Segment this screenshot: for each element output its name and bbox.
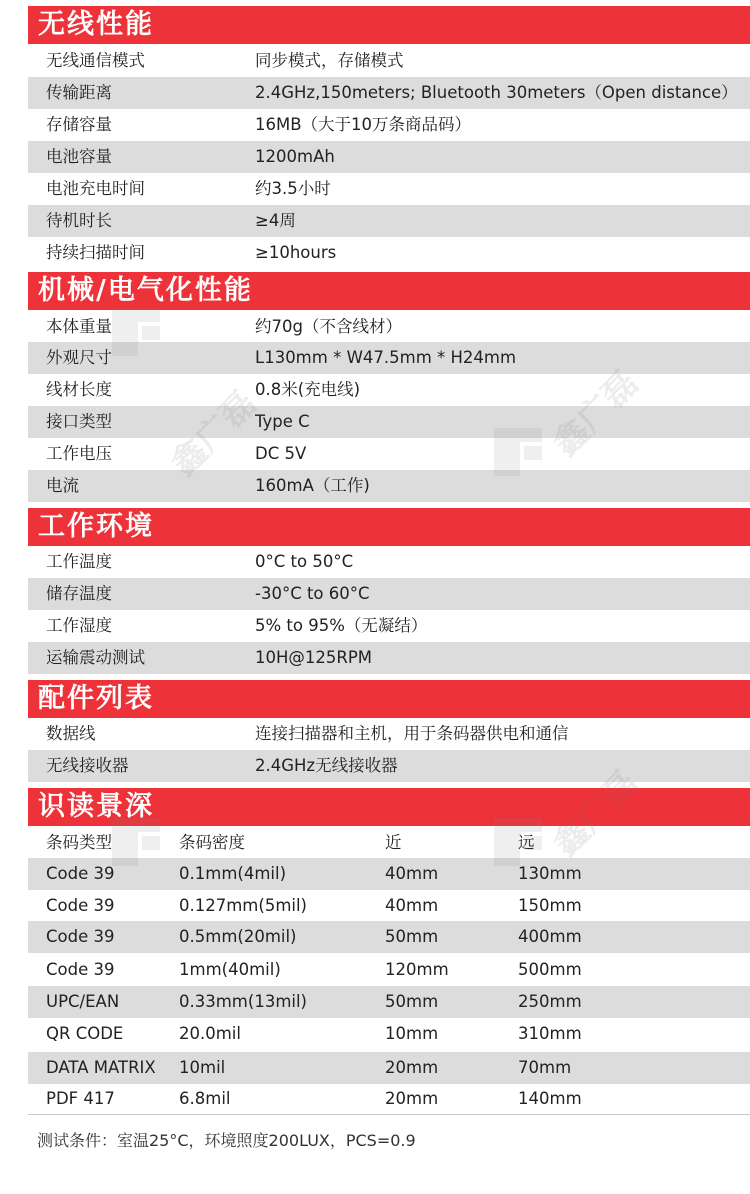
spec-row (28, 546, 750, 578)
table-row (28, 1018, 750, 1050)
cell-far: 140mm (518, 1089, 582, 1108)
cell-type: Code 39 (46, 960, 115, 979)
spec-value: -30°C to 60°C (255, 584, 370, 603)
spec-row (28, 45, 750, 77)
spec-value: 2.4GHz无线接收器 (255, 756, 398, 775)
cell-type: Code 39 (46, 864, 115, 883)
spec-value: 约3.5小时 (255, 179, 331, 198)
cell-far: 150mm (518, 896, 582, 915)
spec-label: 传输距离 (46, 83, 112, 102)
cell-density: 10mil (179, 1058, 226, 1077)
cell-near: 20mm (385, 1058, 439, 1077)
col-header-density: 条码密度 (179, 833, 245, 852)
spec-row (28, 438, 750, 470)
table-row (28, 1083, 750, 1115)
spec-value: 连接扫描器和主机，用于条码器供电和通信 (255, 724, 569, 743)
spec-label: 工作电压 (46, 444, 112, 463)
cell-near: 40mm (385, 864, 439, 883)
spec-label: 工作温度 (46, 552, 112, 571)
spec-row (28, 237, 750, 269)
spec-label: 运输震动测试 (46, 648, 145, 667)
spec-value: 2.4GHz,150meters; Bluetooth 30meters（Open distance） (255, 83, 738, 102)
section-title-environment: 工作环境 (28, 508, 750, 546)
spec-label: 持续扫描时间 (46, 243, 145, 262)
spec-row (28, 470, 750, 502)
spec-label: 无线接收器 (46, 756, 129, 775)
spec-label: 线材长度 (46, 380, 112, 399)
cell-density: 0.1mm(4mil) (179, 864, 287, 883)
col-header-far: 远 (518, 833, 535, 852)
cell-near: 120mm (385, 960, 449, 979)
table-row (28, 954, 750, 986)
cell-type: QR CODE (46, 1024, 124, 1043)
spec-value: L130mm * W47.5mm * H24mm (255, 348, 517, 367)
spec-row (28, 311, 750, 343)
cell-far: 500mm (518, 960, 582, 979)
cell-far: 250mm (518, 992, 582, 1011)
spec-row (28, 77, 750, 109)
section-title-accessories: 配件列表 (28, 680, 750, 718)
spec-row (28, 578, 750, 610)
table-row (28, 921, 750, 953)
test-conditions-note: 测试条件：室温25°C，环境照度200LUX，PCS=0.9 (37, 1131, 416, 1150)
spec-value: 5% to 95%（无凝结） (255, 616, 428, 635)
cell-density: 0.33mm(13mil) (179, 992, 307, 1011)
spec-value: 0.8米(充电线) (255, 380, 361, 399)
spec-label: 电池充电时间 (46, 179, 145, 198)
spec-row (28, 610, 750, 642)
spec-label: 接口类型 (46, 412, 112, 431)
cell-near: 10mm (385, 1024, 439, 1043)
spec-row (28, 642, 750, 674)
cell-near: 50mm (385, 927, 439, 946)
cell-density: 0.127mm(5mil) (179, 896, 307, 915)
spec-value: 10H@125RPM (255, 648, 373, 667)
cell-far: 70mm (518, 1058, 572, 1077)
spec-row (28, 374, 750, 406)
spec-value: 0°C to 50°C (255, 552, 354, 571)
spec-row (28, 205, 750, 237)
cell-type: DATA MATRIX (46, 1058, 156, 1077)
spec-value: Type C (255, 412, 310, 431)
section-title-wireless: 无线性能 (28, 6, 750, 44)
spec-row (28, 109, 750, 141)
spec-value: 同步模式，存储模式 (255, 51, 404, 70)
cell-type: PDF 417 (46, 1089, 115, 1108)
spec-value: 16MB（大于10万条商品码） (255, 115, 472, 134)
spec-value: DC 5V (255, 444, 307, 463)
spec-row (28, 342, 750, 374)
section-title-mechanical: 机械/电气化性能 (28, 272, 750, 310)
spec-label: 外观尺寸 (46, 348, 112, 367)
spec-label: 储存温度 (46, 584, 112, 603)
cell-far: 310mm (518, 1024, 582, 1043)
cell-density: 6.8mil (179, 1089, 231, 1108)
table-row (28, 858, 750, 890)
cell-type: Code 39 (46, 896, 115, 915)
cell-near: 50mm (385, 992, 439, 1011)
spec-label: 电流 (46, 476, 79, 495)
spec-row (28, 750, 750, 782)
spec-label: 存储容量 (46, 115, 112, 134)
spec-value: 约70g（不含线材） (255, 317, 402, 336)
spec-value: 1200mAh (255, 147, 335, 166)
cell-density: 1mm(40mil) (179, 960, 281, 979)
spec-value: 160mA（工作) (255, 476, 370, 495)
spec-row (28, 718, 750, 750)
spec-row (28, 141, 750, 173)
cell-near: 20mm (385, 1089, 439, 1108)
table-row (28, 1052, 750, 1084)
spec-row (28, 173, 750, 205)
table-row (28, 986, 750, 1018)
cell-density: 0.5mm(20mil) (179, 927, 297, 946)
col-header-type: 条码类型 (46, 833, 112, 852)
cell-near: 40mm (385, 896, 439, 915)
cell-far: 130mm (518, 864, 582, 883)
section-title-depth: 识读景深 (28, 788, 750, 826)
cell-density: 20.0mil (179, 1024, 241, 1043)
spec-value: ≥10hours (255, 243, 337, 262)
table-bottom-divider (28, 1114, 750, 1115)
spec-label: 数据线 (46, 724, 96, 743)
spec-label: 工作湿度 (46, 616, 112, 635)
cell-far: 400mm (518, 927, 582, 946)
table-row (28, 890, 750, 922)
spec-label: 电池容量 (46, 147, 112, 166)
cell-type: UPC/EAN (46, 992, 120, 1011)
spec-value: ≥4周 (255, 211, 296, 230)
spec-row (28, 406, 750, 438)
spec-label: 本体重量 (46, 317, 112, 336)
depth-table-header (28, 827, 750, 859)
col-header-near: 近 (385, 833, 402, 852)
spec-label: 无线通信模式 (46, 51, 145, 70)
spec-label: 待机时长 (46, 211, 112, 230)
cell-type: Code 39 (46, 927, 115, 946)
